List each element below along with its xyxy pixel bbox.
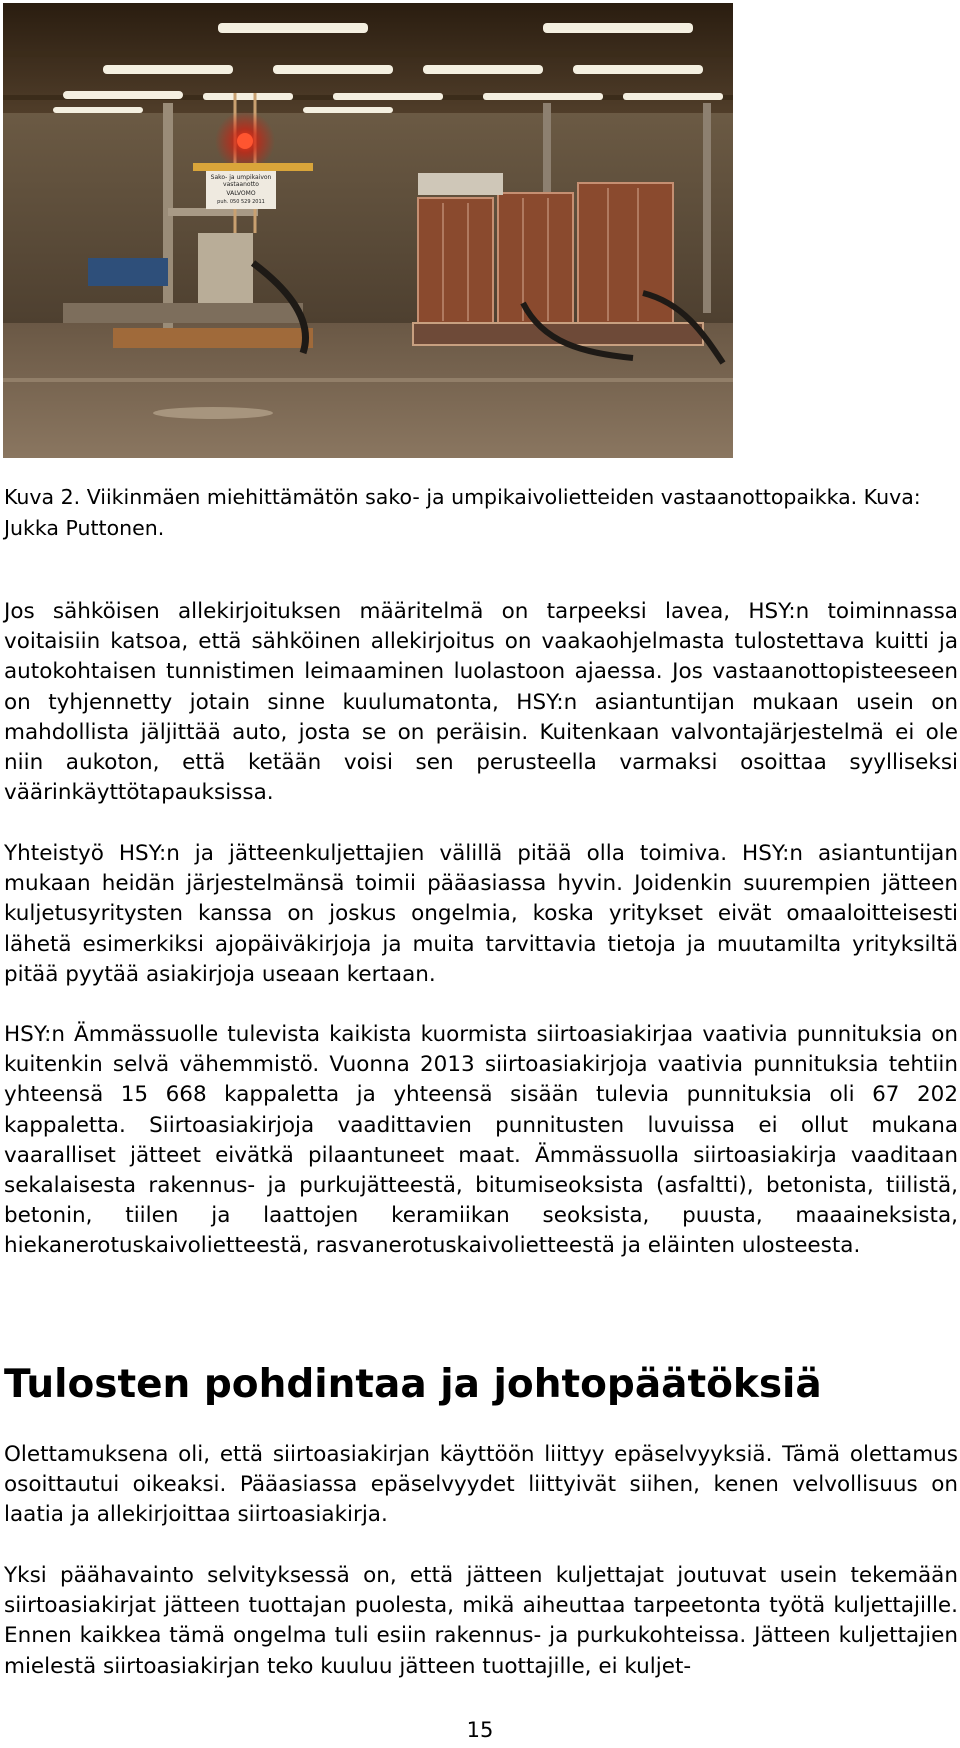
sign-line-4: puh. 050 529 2011 [217,199,265,205]
paragraph-signature: Jos sähköisen allekirjoituksen määritelmä on tarpeeksi lavea, HSY:n toiminnassa voitaisiin katsoa, että sähköinen allekirjoitus on vaakaohjelmasta tulostettava kuitti ja autokohtaisen tunnistimen leimaaminen luolastoon ajaessa. Jos vastaanottopisteeseen on tyhjennetty jotain sinne kuulumatonta, HSY:n asiantuntijan mukaan usein on mahdollista jäljittää auto, josta se on peräisin. Kuitenkaan valvontajärjestelmä ei ole niin aukoton, että ketään voisi sen perusteella varmaksi osoittaa syylliseksi väärinkäyttötapauksissa. [4,599,958,806]
paragraph-main-finding: Yksi päähavainto selvityksessä on, että jätteen kuljettajat joutuvat usein tekemään siirtoasiakirjat jätteen tuottajan puolesta, mikä aiheuttaa tarpeetonta työtä kuljettajille. Ennen kaikkea tämä ongelma tuli esiin rakennus- ja purkukohteissa. Jätteen kuljettajien mielestä siirtoasiakirjan teko kuuluu jätteen tuottajille, ei kuljet- [4,1563,958,1679]
sign-line-1: Sako- ja umpikaivon [210,174,272,181]
caption-line-1: Kuva 2. Viikinmäen miehittämätön sako- ja umpikaivolietteiden vastaanottopaikka. Kuva: [4,485,921,509]
page-number: 15 [466,1718,494,1742]
paragraph-weighings: HSY:n Ämmässuolle tulevista kaikista kuormista siirtoasiakirjaa vaativia punnituksia on kuitenkin selvä vähemmistö. Vuonna 2013 siirtoasiakirjoja vaativia punnituksia tehtiin yhteensä 15 668 kappaletta ja yhteensä sisään tulevia punnituksia oli 67 202 kappaletta. Siirtoasiakirjoja vaadittavien punnitusten luvuissa ei ollut mukana vaaralliset jätteet eivätkä pilaantuneet maat. Ämmässuolla siirtoasiakirja vaaditaan sekalaisesta rakennus- ja purkujätteestä, bitumiseoksista (asfaltti), betonista, tiilistä, betonin, tiilen ja laattojen keramiikan seoksista, puusta, maaaineksista, hiekanerotuskaivolietteestä, rasvanerotuskaivolietteestä ja eläinten ulosteesta. [4,1022,958,1259]
caption-line-2: Jukka Puttonen. [4,516,165,540]
section-heading: Tulosten pohdintaa ja johtopäätöksiä [4,1362,822,1407]
paragraph-assumption: Olettamuksena oli, että siirtoasiakirjan käyttöön liittyy epäselvyyksiä. Tämä olettamus osoittautui oikeaksi. Pääasiassa epäselvyydet liittyivät siihen, kenen velvollisuus on laatia ja allekirjoittaa siirtoasiakirja. [4,1442,958,1528]
sign-line-3: VALVOMO [226,190,256,197]
photo-illustration [3,3,733,458]
facility-photo [3,3,733,458]
paragraph-cooperation: Yhteistyö HSY:n ja jätteenkuljettajien välillä pitää olla toimiva. HSY:n asiantuntijan mukaan heidän järjestelmänsä toimii pääasiassa hyvin. Joidenkin suurempien jätteen kuljetusyritysten kanssa on joskus ongelmia, koska yritykset eivät omaaloitteisesti lähetä esimerkiksi ajopäiväkirjoja ja muita tarvittavia tietoja ja muutamilta yrityksiltä pitää pyytää asiakirjoja useaan kertaan. [4,841,958,987]
figure-caption [4,482,954,544]
sign-line-2: vastaanotto [223,181,259,188]
